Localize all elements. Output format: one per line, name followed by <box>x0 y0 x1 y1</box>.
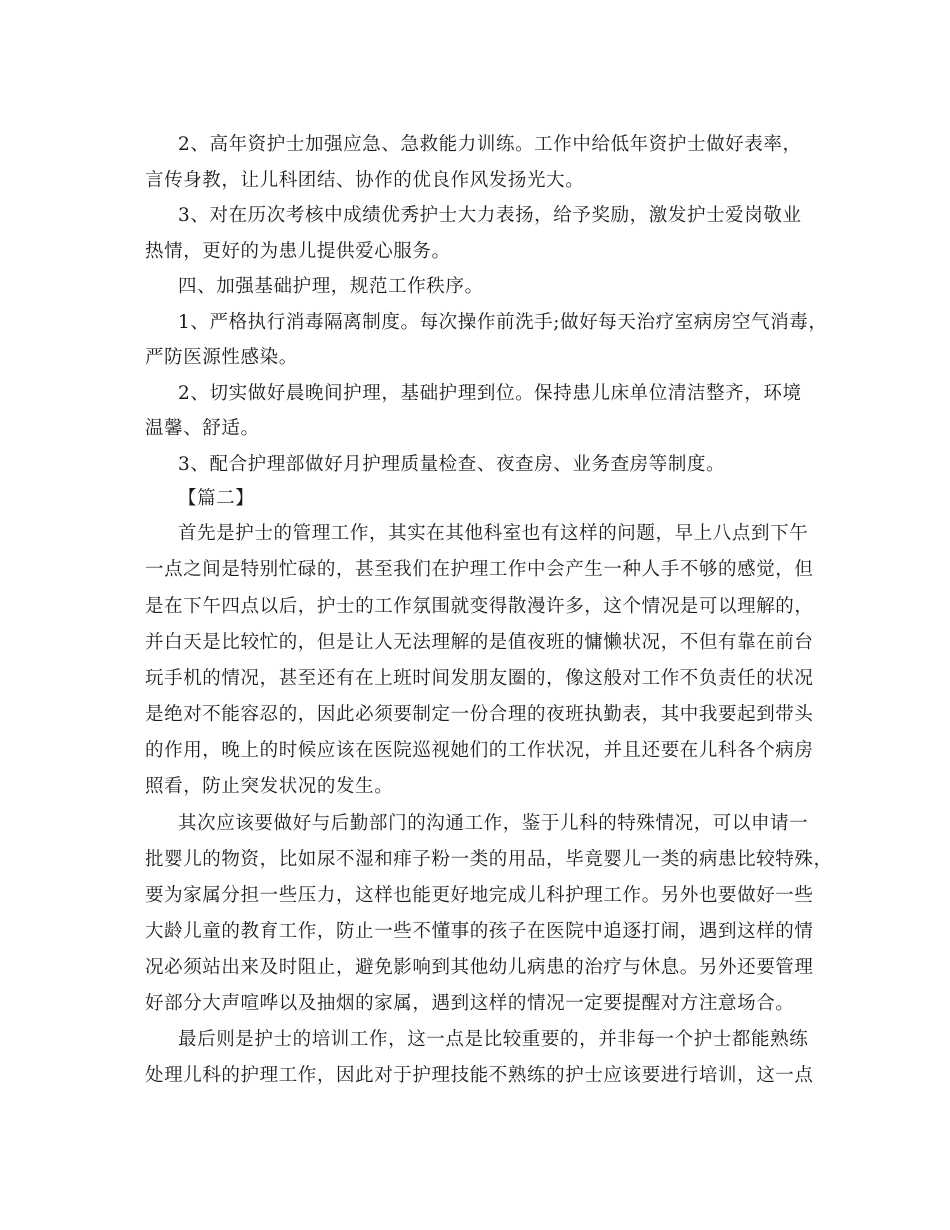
text-line: 2、切实做好晨晚间护理，基础护理到位。保持患儿床单位清洁整齐，环境 <box>178 383 802 404</box>
text-line: 批婴儿的物资，比如尿不湿和痱子粉一类的用品，毕竟婴儿一类的病患比较特殊， <box>145 849 833 870</box>
text-line: 其次应该要做好与后勤部门的沟通工作，鉴于儿科的特殊情况，可以申请一 <box>178 813 809 834</box>
section-heading: 四、加强基础护理，规范工作秩序。 <box>178 276 484 297</box>
text-line: 3、对在历次考核中成绩优秀护士大力表扬，给予奖励，激发护士爱岗敬业 <box>178 205 802 226</box>
text-line: 严防医源性感染。 <box>145 347 298 368</box>
text-line: 好部分大声喧哗以及抽烟的家属，遇到这样的情况一定要提醒对方注意场合。 <box>145 993 795 1014</box>
text-line: 2、高年资护士加强应急、急救能力训练。工作中给低年资护士做好表率， <box>178 134 802 155</box>
text-line: 最后则是护士的培训工作，这一点是比较重要的，并非每一个护士都能熟练 <box>178 1029 809 1050</box>
text-line: 言传身教，让儿科团结、协作的优良作风发扬光大。 <box>145 170 585 191</box>
text-line: 况必须站出来及时阻止，避免影响到其他幼儿病患的治疗与休息。另外还要管理 <box>145 957 814 978</box>
text-line: 1、严格执行消毒隔离制度。每次操作前洗手;做好每天治疗室病房空气消毒， <box>178 312 828 333</box>
text-line: 处理儿科的护理工作，因此对于护理技能不熟练的护士应该要进行培训，这一点 <box>145 1065 814 1086</box>
text-line: 要为家属分担一些压力，这样也能更好地完成儿科护理工作。另外也要做好一些 <box>145 885 814 906</box>
text-line: 温馨、舒适。 <box>145 418 260 439</box>
part-heading: 【篇二】 <box>178 488 255 509</box>
text-line: 热情，更好的为患儿提供爱心服务。 <box>145 241 451 262</box>
text-line: 一点之间是特别忙碌的，甚至我们在护理工作中会产生一种人手不够的感觉，但 <box>145 559 814 580</box>
text-line: 的作用，晚上的时候应该在医院巡视她们的工作状况，并且还要在儿科各个病房 <box>145 740 814 761</box>
text-line: 是绝对不能容忍的，因此必须要制定一份合理的夜班执勤表，其中我要起到带头 <box>145 704 814 725</box>
text-line: 照看，防止突发状况的发生。 <box>145 776 394 797</box>
text-line: 玩手机的情况，甚至还有在上班时间发朋友圈的，像这般对工作不负责任的状况 <box>145 668 814 689</box>
text-line: 首先是护士的管理工作，其实在其他科室也有这样的问题，早上八点到下午 <box>178 523 809 544</box>
text-line: 并白天是比较忙的，但是让人无法理解的是值夜班的慵懒状况，不但有靠在前台 <box>145 632 814 653</box>
text-line: 大龄儿童的教育工作，防止一些不懂事的孩子在医院中追逐打闹，遇到这样的情 <box>145 921 814 942</box>
text-line: 是在下午四点以后，护士的工作氛围就变得散漫许多，这个情况是可以理解的， <box>145 596 814 617</box>
text-line: 3、配合护理部做好月护理质量检查、夜查房、业务查房等制度。 <box>178 454 726 475</box>
